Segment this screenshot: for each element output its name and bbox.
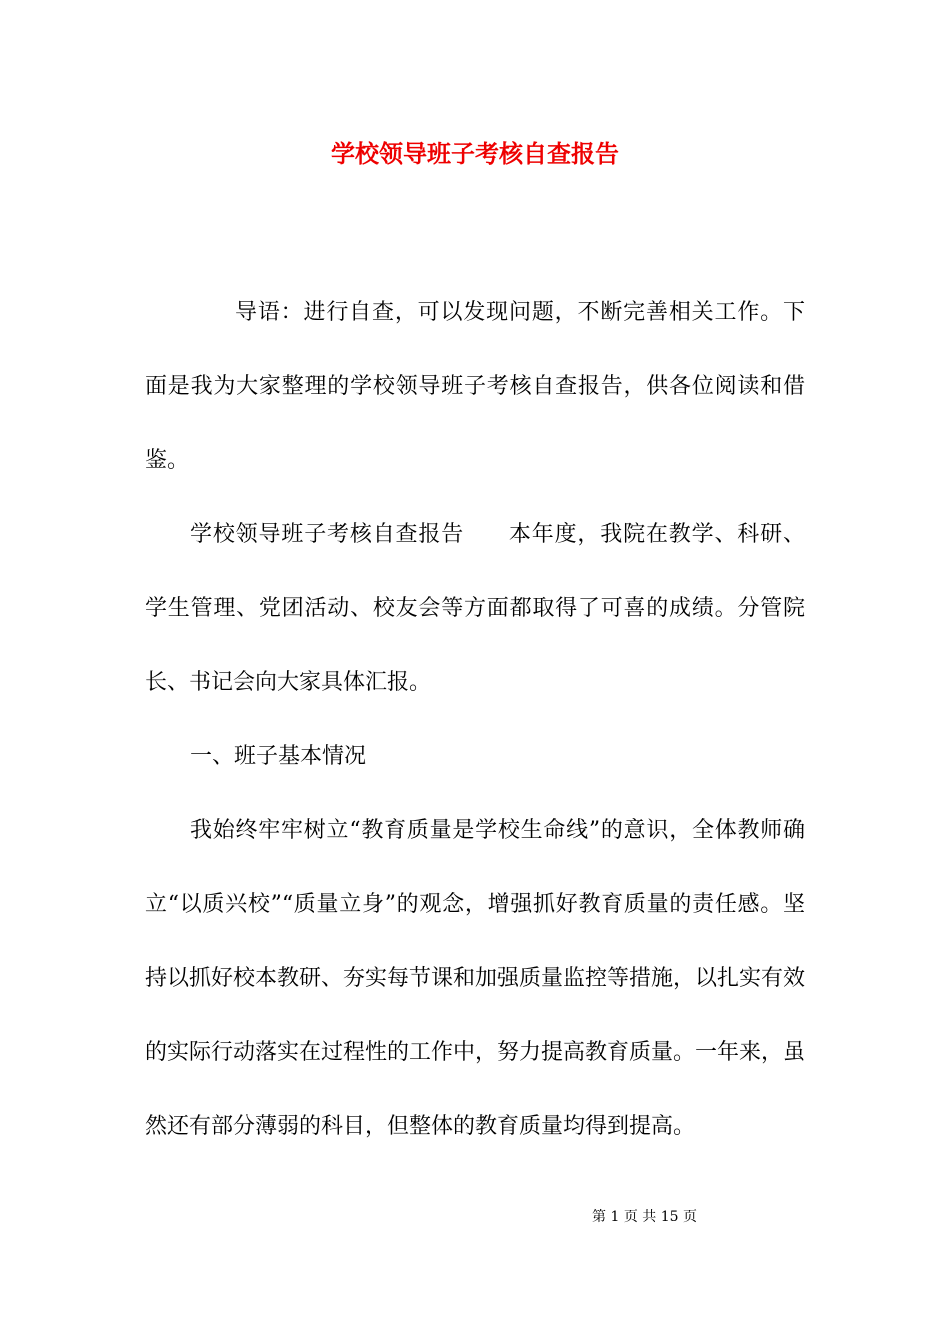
report-heading-inline: 学校领导班子考核自查报告 xyxy=(190,522,465,547)
page-footer xyxy=(592,1207,697,1227)
footer-suffix: 页 xyxy=(683,1209,698,1225)
footer-middle: 页 共 xyxy=(623,1209,657,1225)
section-heading-1: 一、班子基本情况 xyxy=(190,744,367,769)
report-body-text: 本年度，我院在教学、科研、学生管理、党团活动、校友会等方面都取得了可喜的成绩。分管院长、书记会向大家具体汇报。 xyxy=(145,522,805,695)
footer-prefix: 第 xyxy=(592,1209,606,1225)
intro-paragraph: 导语：进行自查，可以发现问题，不断完善相关工作。下面是我为大家整理的学校领导班子考核自查报告，供各位阅读和借鉴。 xyxy=(145,300,805,473)
footer-total-pages: 15 xyxy=(660,1209,679,1225)
report-paragraph xyxy=(145,498,805,720)
footer-page-number: 1 xyxy=(610,1209,620,1225)
document-body xyxy=(145,276,805,1164)
section-1-paragraph: 我始终牢牢树立“教育质量是学校生命线”的意识，全体教师确立“以质兴校”“质量立身”的观念，增强抓好教育质量的责任感。坚持以抓好校本教研、夯实每节课和加强质量监控等措施，以扎实有效的实际行动落实在过程性的工作中，努力提高教育质量。一年来，虽然还有部分薄弱的科目，但整体的教育质量均得到提高。 xyxy=(145,818,806,1139)
document-title: 学校领导班子考核自查报告 xyxy=(331,139,619,168)
